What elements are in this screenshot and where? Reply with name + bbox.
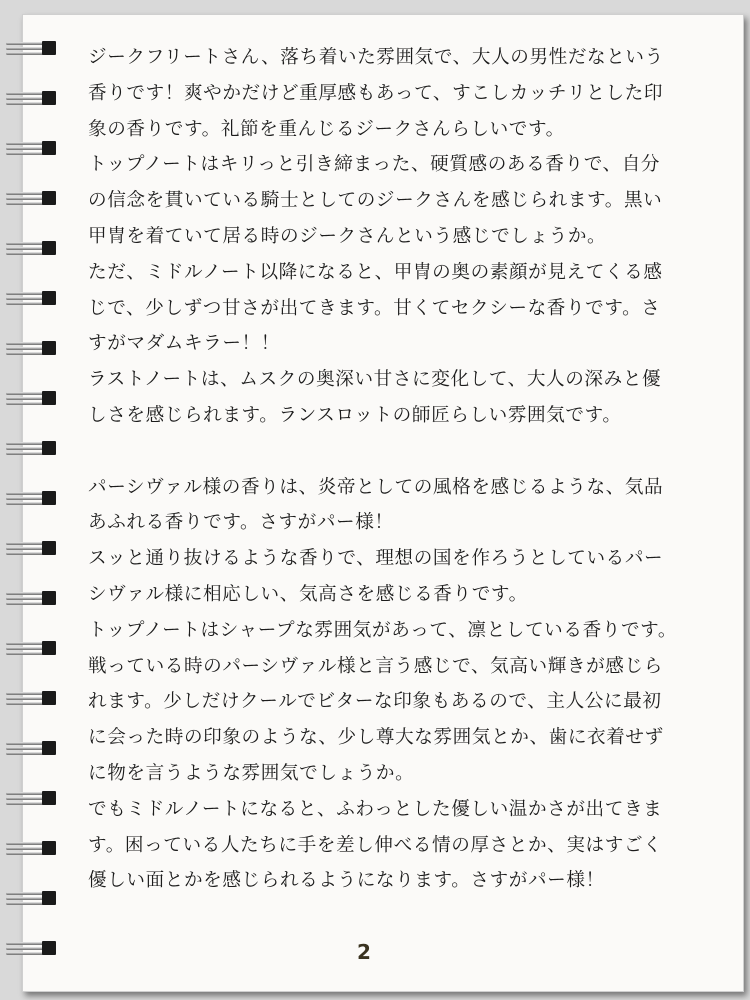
spiral-ring-icon <box>6 440 64 456</box>
spiral-ring-icon <box>6 190 64 206</box>
paragraph-spacer <box>88 434 703 470</box>
paragraph-siegfried-middle-note: ただ、ミドルノート以降になると、甲冑の奥の素顔が見えてくる感 じで、少しずつ甘さが出てきます。甘くてセクシーな香りです。さ すがマダムキラー！！ <box>88 261 663 355</box>
spiral-ring-icon <box>6 140 64 156</box>
spiral-ring-icon <box>6 790 64 806</box>
spiral-ring-icon <box>6 590 64 606</box>
paragraph-percival-impression: スッと通り抜けるような香りで、理想の国を作ろうとしているパー シヴァル様に相応しい、気高さを感じる香りです。 <box>88 548 664 605</box>
spiral-ring-icon <box>6 740 64 756</box>
spiral-ring-icon <box>6 840 64 856</box>
paragraph-percival-middle-note: でもミドルノートになると、ふわっとした優しい温かさが出てきま す。困っている人たちに手を差し伸べる情の厚さとか、実はすごく 優しい面とかを感じられるようになります。さすがパー様！ <box>88 798 663 892</box>
spiral-ring-icon <box>6 490 64 506</box>
paragraph-percival-top-note: トップノートはシャープな雰囲気があって、凛としている香りです。 戦っている時のパーシヴァル様と言う感じで、気高い輝きが感じら れます。少しだけクールでビターな印象もあるので、主人公に最初 に会った時の印象のような、少し尊大な雰囲気とか、歯に衣着せず に物を言うような雰囲気でしょうか。 <box>88 619 678 784</box>
spiral-ring-icon <box>6 640 64 656</box>
spiral-ring-icon <box>6 40 64 56</box>
spiral-ring-icon <box>6 690 64 706</box>
spiral-ring-icon <box>6 290 64 306</box>
spiral-ring-icon <box>6 890 64 906</box>
paragraph-percival-intro: パーシヴァル様の香りは、炎帝としての風格を感じるような、気品 あふれる香りです。さすがパー様！ <box>88 476 664 534</box>
spiral-ring-icon <box>6 540 64 556</box>
spiral-ring-icon <box>6 940 64 956</box>
spiral-ring-icon <box>6 390 64 406</box>
spiral-ring-icon <box>6 240 64 256</box>
paragraph-siegfried-intro: ジークフリートさん、落ち着いた雰囲気で、大人の男性だなという 香りです！爽やかだけど重厚感もあって、すこしカッチリとした印 象の香りです。礼節を重んじるジークさんらしいです。 <box>88 47 664 140</box>
page-number: 2 <box>357 940 371 964</box>
paragraph-siegfried-top-note: トップノートはキリっと引き締まった、硬質感のある香りで、自分 の信念を貫いている騎士としてのジークさんを感じられます。黒い 甲冑を着ていて居る時のジークさんという感じでしょうか。 <box>88 154 663 247</box>
spiral-ring-icon <box>6 340 64 356</box>
paragraph-siegfried-last-note: ラストノートは、ムスクの奥深い甘さに変化して、大人の深みと優 しさを感じられます。ランスロットの師匠らしい雰囲気です。 <box>88 369 662 426</box>
spiral-ring-icon <box>6 90 64 106</box>
spiral-binding <box>0 0 70 1000</box>
page-text <box>88 40 703 899</box>
